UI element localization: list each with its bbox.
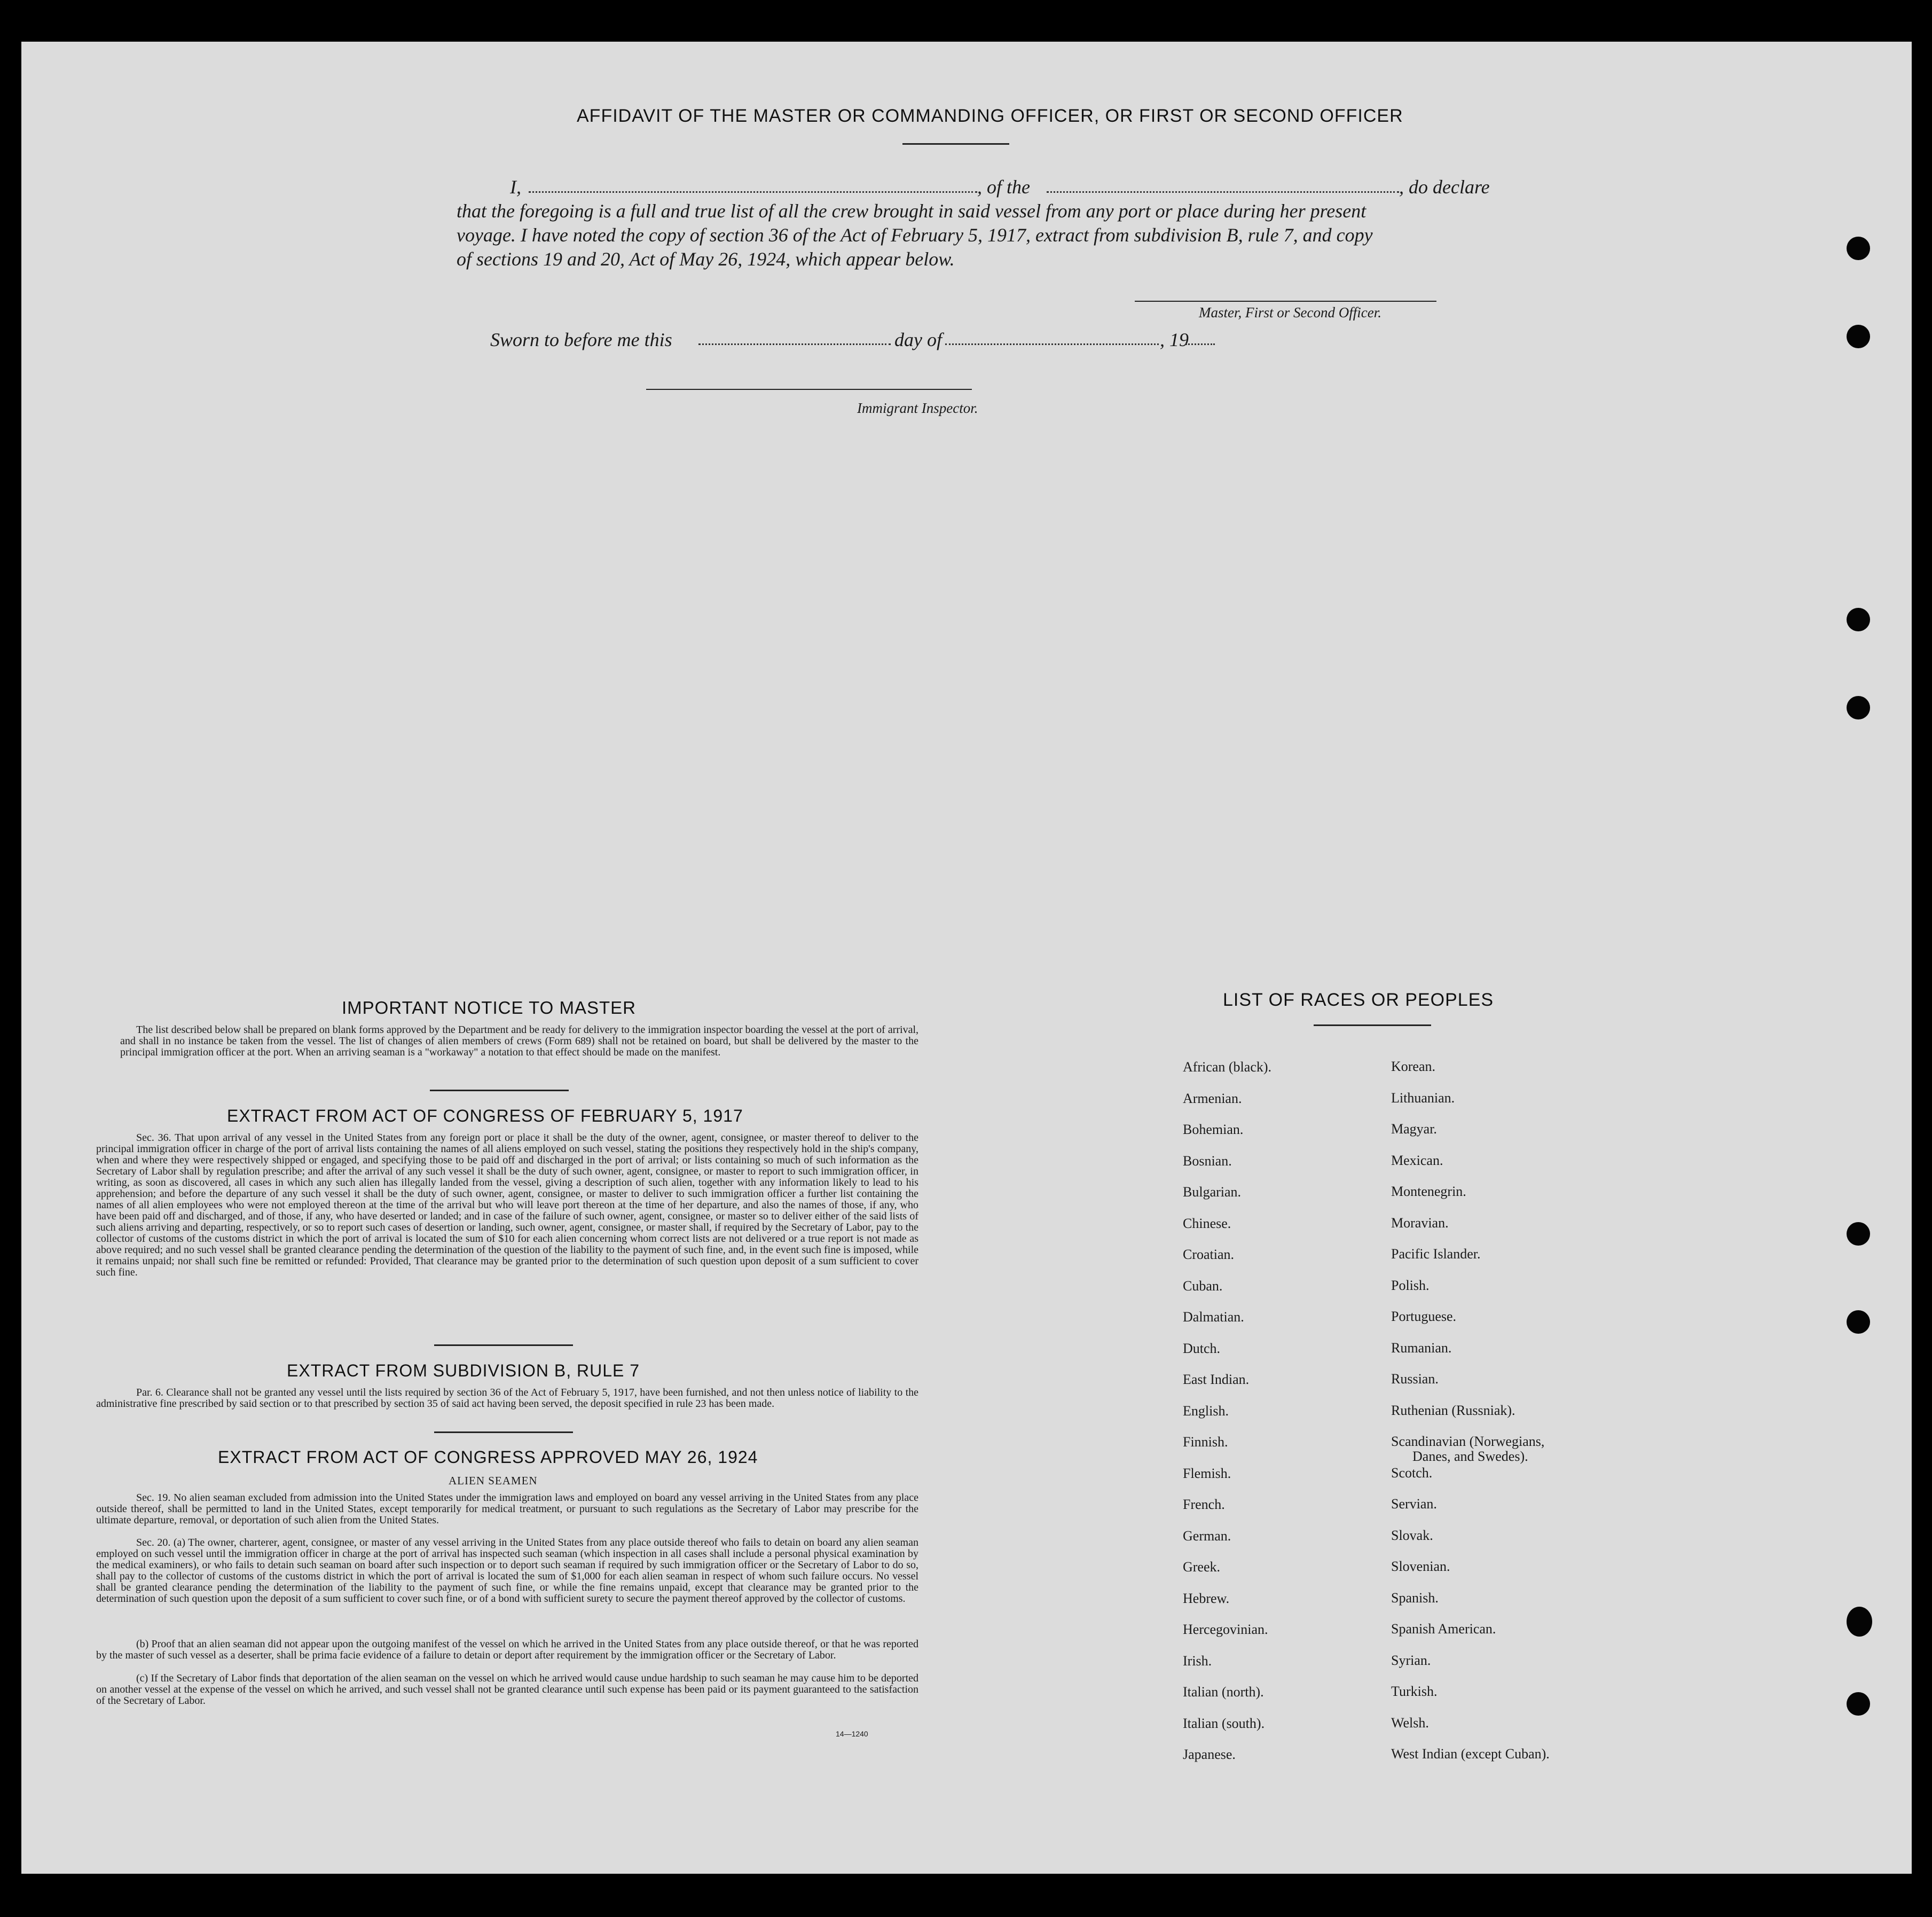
divider <box>434 1431 573 1433</box>
race-row <box>1161 1059 1695 1091</box>
races-list <box>1161 1059 1695 1778</box>
race-row <box>1161 1528 1695 1560</box>
race-item: African (black). <box>1183 1059 1272 1075</box>
race-item: Hebrew. <box>1183 1590 1230 1606</box>
year-label: , 19 <box>1160 329 1189 350</box>
race-row <box>1161 1497 1695 1528</box>
notice-body: The list described below shall be prepared on blank forms approved by the Department and be ready for delivery to the immigration inspector boarding the vessel at the port of arrival, and shall in no instance be taken from the vessel. The list of changes of alien members of crews (Form 689) shall not be retained on board, but shall be delivered by the master to the principal immigration officer at the port. When an arriving seaman is a "workaway" a notation to that effect should be made on the manifest. <box>120 1024 918 1058</box>
binder-hole <box>1847 608 1870 631</box>
race-item: Flemish. <box>1183 1465 1231 1481</box>
sworn-day-blank[interactable] <box>698 343 891 345</box>
extract-1917-body: Sec. 36. That upon arrival of any vessel in the United States from any foreign port or place it shall be the duty of the owner, agent, consignee, or master thereof to deliver to the principal immigration officer in charge of the port of arrival lists containing the names of all aliens employed on such vessel, stating the positions they respectively hold in the ship's company, when and where they were respectively shipped or engaged, and specifying those to be paid off and discharged in the port of arrival; or lists containing so much of such information as the Secretary of Labor shall by regulation prescribe; and after the arrival of any such vessel it shall be the duty of such owner, agent, consignee, or master to report to such immigration officer, in writing, as soon as discovered, all cases in which any such alien has illegally landed from the vessel, giving a description of such alien, together with any information likely to lead to his apprehension; and before the departure of any such vessel it shall be the duty of such owner, agent, consignee, or master to deliver to such immigration officer a further list containing the names of all alien employees who were not employed thereon at the time of the arrival but who will leave port thereon at the time of her departure, and also the names of those, if any, who have been paid off and discharged, and of those, if any, who have deserted or landed; and in case of the failure of such owner, agent, consignee, or master so to deliver either of the said lists of such aliens arriving and departing, respectively, or so to report such cases of desertion or landing, such owner, agent, consignee, or master shall, if required by the Secretary of Labor, pay to the collector of customs of the customs district in which the port of arrival is located the sum of $10 for each alien concerning whom correct lists are not delivered or a true report is not made as above required; and no such vessel shall be granted clearance pending the determination of the question of the liability to the payment of such fine, and, in the event such fine is imposed, while it remains unpaid; nor shall such fine be remitted or refunded: Provided, That clearance may be granted prior to the determination of such question upon deposit of a sum sufficient to cover such fine. <box>96 1132 918 1278</box>
inspector-signature-line[interactable] <box>646 389 972 390</box>
vessel-blank[interactable] <box>1047 191 1399 193</box>
race-item: Turkish. <box>1391 1684 1438 1699</box>
race-item: Spanish. <box>1391 1590 1439 1606</box>
affidavit-line-2: that the foregoing is a full and true list of all the crew brought in said vessel from any port or place during her present <box>457 200 1366 222</box>
extract-1924-title: EXTRACT FROM ACT OF CONGRESS APPROVED MAY 26, 1924 <box>218 1447 758 1467</box>
race-row <box>1161 1559 1695 1591</box>
race-row <box>1161 1278 1695 1310</box>
divider <box>902 143 1009 145</box>
race-item: Italian (north). <box>1183 1684 1264 1700</box>
race-item: Moravian. <box>1391 1215 1449 1231</box>
race-item: Slovenian. <box>1391 1559 1450 1574</box>
affidavit-line-4: of sections 19 and 20, Act of May 26, 1924, which appear below. <box>457 248 955 270</box>
sworn-month-blank[interactable] <box>945 343 1159 345</box>
race-item: Syrian. <box>1391 1652 1431 1668</box>
sec-19-body: Sec. 19. No alien seaman excluded from admission into the United States under the immigration laws and employed on board any vessel arriving in the United States from any place outside thereof, shall be permitted to land in the United States, except temporarily for medical treatment, or pursuant to such regulations as the Secretary of Labor may prescribe for the ultimate departure, removal, or deportation of such alien from the United States. <box>96 1492 918 1526</box>
binder-hole <box>1847 1692 1870 1716</box>
inspector-signature-label: Immigrant Inspector. <box>857 400 978 416</box>
affidavit-statement <box>451 175 1519 271</box>
race-item: Servian. <box>1391 1496 1437 1512</box>
race-item: Russian. <box>1391 1371 1439 1387</box>
race-item: Magyar. <box>1391 1121 1437 1137</box>
divider <box>430 1090 569 1091</box>
affidavit-do-declare: , do declare <box>1399 176 1490 198</box>
race-item: Rumanian. <box>1391 1340 1452 1356</box>
sec-20b-body: (b) Proof that an alien seaman did not appear upon the outgoing manifest of the vessel on which he arrived in the United States from any place outside thereof, or that he was reported by the master of such vessel as a deserter, shall be prima facie evidence of a failure to detain or deport after requirement by the immigration officer or the Secretary of Labor. <box>96 1638 918 1661</box>
race-row <box>1161 1341 1695 1372</box>
race-item: Greek. <box>1183 1559 1221 1575</box>
sworn-year-blank[interactable] <box>1185 343 1215 345</box>
sworn-label: Sworn to before me this <box>490 329 672 350</box>
race-item: Scotch. <box>1391 1465 1433 1481</box>
rule-7-body: Par. 6. Clearance shall not be granted any vessel until the lists required by section 36 of the Act of February 5, 1917, have been furnished, and not then unless notice of liability to the administrative fine prescribed by said section or to that prescribed by section 35 of said act having been served, the deposit specified in rule 23 has been made. <box>96 1387 918 1410</box>
race-item: Ruthenian (Russniak). <box>1391 1402 1515 1418</box>
binder-hole <box>1847 1310 1870 1334</box>
race-item: Portuguese. <box>1391 1309 1457 1324</box>
race-item-continuation: Danes, and Swedes). <box>1412 1449 1528 1464</box>
race-row <box>1161 1591 1695 1622</box>
race-row <box>1161 1372 1695 1403</box>
race-item: Finnish. <box>1183 1434 1228 1450</box>
race-item: Welsh. <box>1391 1715 1429 1731</box>
race-item: Dalmatian. <box>1183 1309 1244 1325</box>
sec-20a-body: Sec. 20. (a) The owner, charterer, agent, consignee, or master of any vessel arriving in the United States from any place outside thereof who fails to detain on board any alien seaman employed on such vessel until the immigration officer in charge at the port of arrival has inspected such seaman (which inspection in all cases shall include a personal physical examination by the medical examiners), or who fails to detain such seaman on board after such inspection or to deport such seaman if required by such immigration officer or the Secretary of Labor to do so, shall pay to the collector of customs of the customs district in which the port of arrival is located the sum of $1,000 for each alien seaman in respect of whom such failure occurs. No vessel shall be granted clearance pending the determination of the liability to the payment of such fine, or while the fine remains unpaid, except that clearance may be granted prior to the determination of such question upon the deposit of a sum sufficient to cover such fine, or of a bond with sufficient surety to secure the payment thereof approved by the collector of customs. <box>96 1537 918 1605</box>
race-item: Italian (south). <box>1183 1715 1265 1731</box>
race-item: Scandinavian (Norwegians, <box>1391 1434 1545 1449</box>
affidavit-title: AFFIDAVIT OF THE MASTER OR COMMANDING OFFICER, OR FIRST OR SECOND OFFICER <box>577 106 1403 126</box>
affidavit-of-the: , of the <box>977 176 1030 198</box>
race-item: Slovak. <box>1391 1527 1433 1543</box>
race-item: Croatian. <box>1183 1247 1235 1262</box>
race-item: French. <box>1183 1497 1225 1512</box>
binder-hole <box>1847 1222 1870 1246</box>
race-item: Armenian. <box>1183 1090 1242 1106</box>
race-item: Irish. <box>1183 1653 1212 1669</box>
race-item: Korean. <box>1391 1059 1436 1074</box>
race-row <box>1161 1247 1695 1278</box>
race-item: Japanese. <box>1183 1747 1236 1762</box>
race-row <box>1161 1434 1695 1466</box>
binder-hole <box>1847 325 1870 348</box>
race-row <box>1161 1122 1695 1153</box>
race-row <box>1161 1747 1695 1778</box>
race-row <box>1161 1684 1695 1716</box>
race-row <box>1161 1216 1695 1247</box>
race-row <box>1161 1153 1695 1185</box>
race-row <box>1161 1466 1695 1497</box>
race-item: Spanish American. <box>1391 1621 1496 1637</box>
race-item: Mexican. <box>1391 1152 1443 1168</box>
form-number: 14—1240 <box>836 1730 868 1738</box>
race-item: Chinese. <box>1183 1215 1231 1231</box>
race-row <box>1161 1622 1695 1653</box>
affidavit-line-3: voyage. I have noted the copy of section 36 of the Act of February 5, 1917, extract from subdivision B, rule 7, and copy <box>457 224 1373 246</box>
race-item: Hercegovinian. <box>1183 1622 1268 1637</box>
day-of-label: day of <box>894 329 942 350</box>
name-blank[interactable] <box>529 191 977 193</box>
race-item: East Indian. <box>1183 1372 1250 1387</box>
race-item: Pacific Islander. <box>1391 1246 1481 1262</box>
races-title: LIST OF RACES OR PEOPLES <box>1223 990 1494 1010</box>
binder-hole <box>1847 1607 1872 1637</box>
race-item: Polish. <box>1391 1277 1430 1293</box>
binder-hole <box>1847 237 1870 260</box>
race-row <box>1161 1184 1695 1216</box>
divider <box>1314 1024 1431 1026</box>
document-page <box>21 42 1912 1874</box>
race-item: Dutch. <box>1183 1340 1221 1356</box>
rule-7-title: EXTRACT FROM SUBDIVISION B, RULE 7 <box>287 1361 640 1380</box>
race-item: German. <box>1183 1528 1231 1544</box>
race-item: Bosnian. <box>1183 1153 1232 1169</box>
master-signature-label: Master, First or Second Officer. <box>1199 304 1381 320</box>
divider <box>434 1344 573 1346</box>
sec-20c-body: (c) If the Secretary of Labor finds that deportation of the alien seaman on the vessel on which he arrived would cause undue hardship to such seaman he may cause him to be deported on another vessel at the expense of the vessel on which he arrived, and such vessel shall not be granted clearance until such expense has been paid or its payment guaranteed to the satisfaction of the Secretary of Labor. <box>96 1672 918 1707</box>
race-item: Bulgarian. <box>1183 1184 1242 1200</box>
race-item: West Indian (except Cuban). <box>1391 1746 1550 1762</box>
race-item: English. <box>1183 1403 1229 1419</box>
race-item: Lithuanian. <box>1391 1090 1455 1106</box>
race-item: Montenegrin. <box>1391 1184 1466 1199</box>
affidavit-i: I, <box>510 176 521 198</box>
notice-title: IMPORTANT NOTICE TO MASTER <box>342 998 637 1018</box>
master-signature-line[interactable] <box>1135 301 1436 302</box>
race-item: Cuban. <box>1183 1278 1223 1294</box>
race-item: Bohemian. <box>1183 1122 1244 1137</box>
race-row <box>1161 1653 1695 1685</box>
alien-seamen-subtitle: ALIEN SEAMEN <box>449 1474 538 1487</box>
race-row <box>1161 1091 1695 1122</box>
race-row <box>1161 1309 1695 1341</box>
race-row <box>1161 1716 1695 1747</box>
race-row <box>1161 1403 1695 1435</box>
extract-1917-title: EXTRACT FROM ACT OF CONGRESS OF FEBRUARY 5, 1917 <box>227 1106 743 1125</box>
binder-hole <box>1847 696 1870 719</box>
